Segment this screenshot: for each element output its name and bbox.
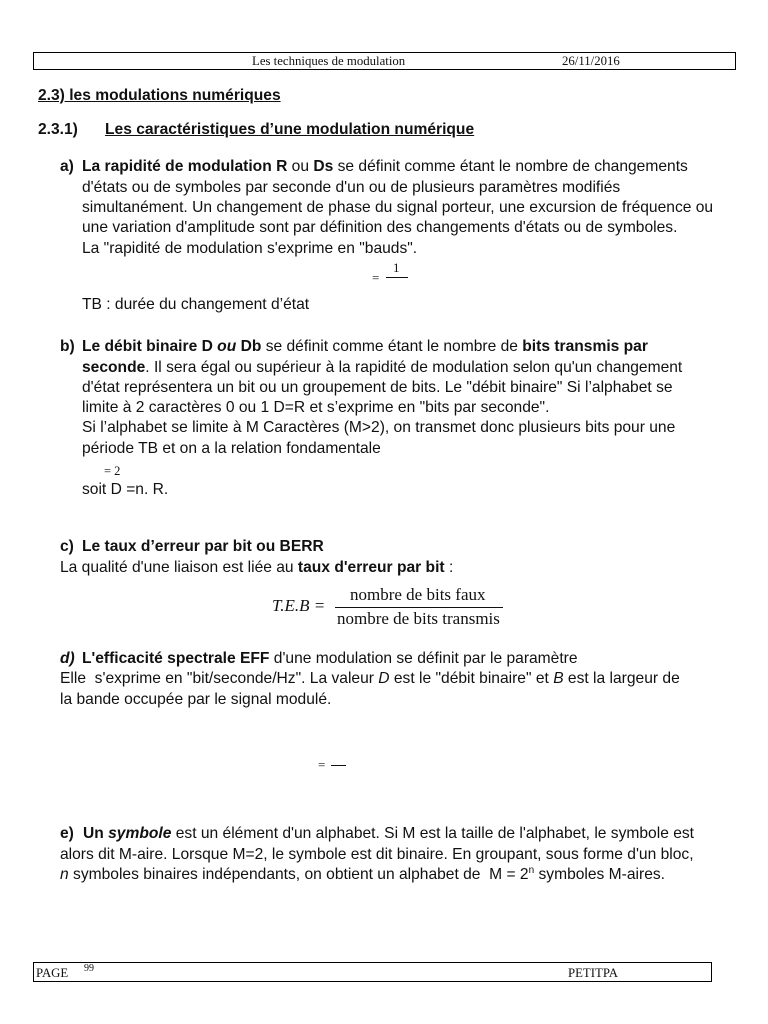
item-d-variable-d: D — [378, 670, 390, 687]
item-e-label: e) — [60, 825, 74, 842]
item-b-text: se définit comme étant le nombre de — [261, 338, 523, 355]
header-title: Les techniques de modulation — [252, 54, 406, 68]
item-e-term: symbole — [108, 825, 172, 842]
item-b-emphasis: bits transmis par — [522, 338, 648, 355]
item-e-line-1 — [83, 824, 694, 844]
footer-page-label: PAGE — [36, 966, 69, 980]
formula-a-equals: = — [372, 270, 380, 285]
item-a-term-ds: Ds — [313, 158, 334, 175]
item-a-term: La rapidité de modulation R — [82, 158, 288, 175]
formula-d-fraction-bar — [331, 765, 346, 766]
item-e-text: symboles M-aires. — [534, 866, 665, 883]
item-a-text: ou — [287, 158, 314, 175]
header-date: 26/11/2016 — [562, 54, 620, 68]
item-d-text: est le "débit binaire" et — [389, 670, 554, 687]
item-d-line-1 — [82, 649, 578, 669]
item-b-term-or: ou — [217, 338, 237, 355]
item-b-line-2 — [82, 358, 682, 378]
item-b-line-3: d'état représentera un bit ou un groupement de bits. Le "débit binaire" Si l’alphabet se — [82, 379, 673, 396]
item-e-line-2: alors dit M-aire. Lorsque M=2, le symbole est dit binaire. En groupant, sous forme d'un bloc, — [60, 846, 694, 863]
item-a-line-1 — [82, 157, 688, 177]
item-b-line-1 — [82, 337, 648, 357]
page-header — [33, 52, 736, 70]
item-b-emphasis: seconde — [82, 359, 146, 376]
formula-teb-numerator: nombre de bits faux — [350, 585, 486, 604]
item-b-term: Le débit binaire D — [82, 338, 218, 355]
subsection-title: Les caractéristiques d’une modulation numérique — [105, 121, 475, 138]
item-b-text: . Il sera égal ou supérieur à la rapidité de modulation selon qu'un changement — [145, 359, 683, 376]
item-c-text: La qualité d'une liaison est liée au — [60, 559, 298, 576]
item-d-variable-b: B — [553, 670, 564, 687]
item-c-text: : — [444, 559, 454, 576]
section-heading: 2.3) les modulations numériques — [38, 87, 281, 104]
item-d-label: d) — [60, 650, 75, 667]
item-d-text: est la largeur de — [563, 670, 680, 687]
item-b-line-6: période TB et on a la relation fondamentale — [82, 440, 381, 457]
item-b-label: b) — [60, 338, 75, 355]
item-c-emphasis: taux d'erreur par bit — [297, 559, 445, 576]
subsection-number: 2.3.1) — [38, 121, 78, 138]
formula-teb-denominator: nombre de bits transmis — [337, 609, 500, 628]
item-c-line-1 — [60, 558, 453, 578]
item-d-text: Elle s'exprime en "bit/seconde/Hz". La valeur — [60, 670, 379, 687]
item-a-label: a) — [60, 158, 74, 175]
item-a-text: se définit comme étant le nombre de changements — [333, 158, 688, 175]
item-a-line-3: simultanément. Un changement de phase du signal porteur, une excursion de fréquence ou — [82, 199, 714, 216]
item-b-line-7: soit D =n. R. — [82, 481, 169, 498]
item-b-line-4: limite à 2 caractères 0 ou 1 D=R et s’exprime en "bits par seconde". — [82, 399, 550, 416]
item-e-text: est un élément d'un alphabet. Si M est la taille de l'alphabet, le symbole est — [171, 825, 694, 842]
item-a-line-2: d'états ou de symboles par seconde d'un ou de plusieurs paramètres modifiés — [82, 179, 621, 196]
item-c-label: c) — [60, 538, 74, 555]
item-d-line-3: la bande occupée par le signal modulé. — [60, 691, 332, 708]
item-d-term: L'efficacité spectrale EFF — [82, 650, 270, 667]
item-d-text: d'une modulation se définit par le paramètre — [269, 650, 578, 667]
footer-page-number: 99 — [84, 963, 94, 974]
formula-b: = 2 — [104, 464, 121, 478]
item-b-term-db: Db — [236, 338, 262, 355]
item-e-exponent: n — [528, 864, 535, 876]
item-e-variable-n: n — [60, 866, 69, 883]
item-e-text: symboles binaires indépendants, on obtient un alphabet de M = 2 — [68, 866, 529, 883]
item-a-line-6: TB : durée du changement d’état — [82, 296, 310, 313]
formula-d-equals: = — [318, 757, 326, 772]
item-e-line-3 — [60, 865, 665, 885]
item-d-line-2 — [60, 669, 680, 689]
page-footer — [33, 962, 712, 982]
footer-author: PETITPA — [568, 966, 619, 980]
formula-teb-lhs: T.E.B = — [272, 596, 326, 615]
formula-a-numerator: 1 — [393, 260, 400, 275]
formula-a-fraction-bar — [386, 277, 408, 278]
item-a-line-4: une variation d'amplitude sont par définition des changements d'états ou de symboles. — [82, 219, 678, 236]
formula-teb-fraction-bar — [335, 607, 503, 608]
item-e-lead: Un — [83, 825, 109, 842]
item-b-line-5: Si l’alphabet se limite à M Caractères (M>2), on transmet donc plusieurs bits pour une — [82, 419, 676, 436]
item-c-title: Le taux d’erreur par bit ou BERR — [82, 538, 324, 555]
item-a-line-5: La "rapidité de modulation s'exprime en "bauds". — [82, 240, 418, 257]
